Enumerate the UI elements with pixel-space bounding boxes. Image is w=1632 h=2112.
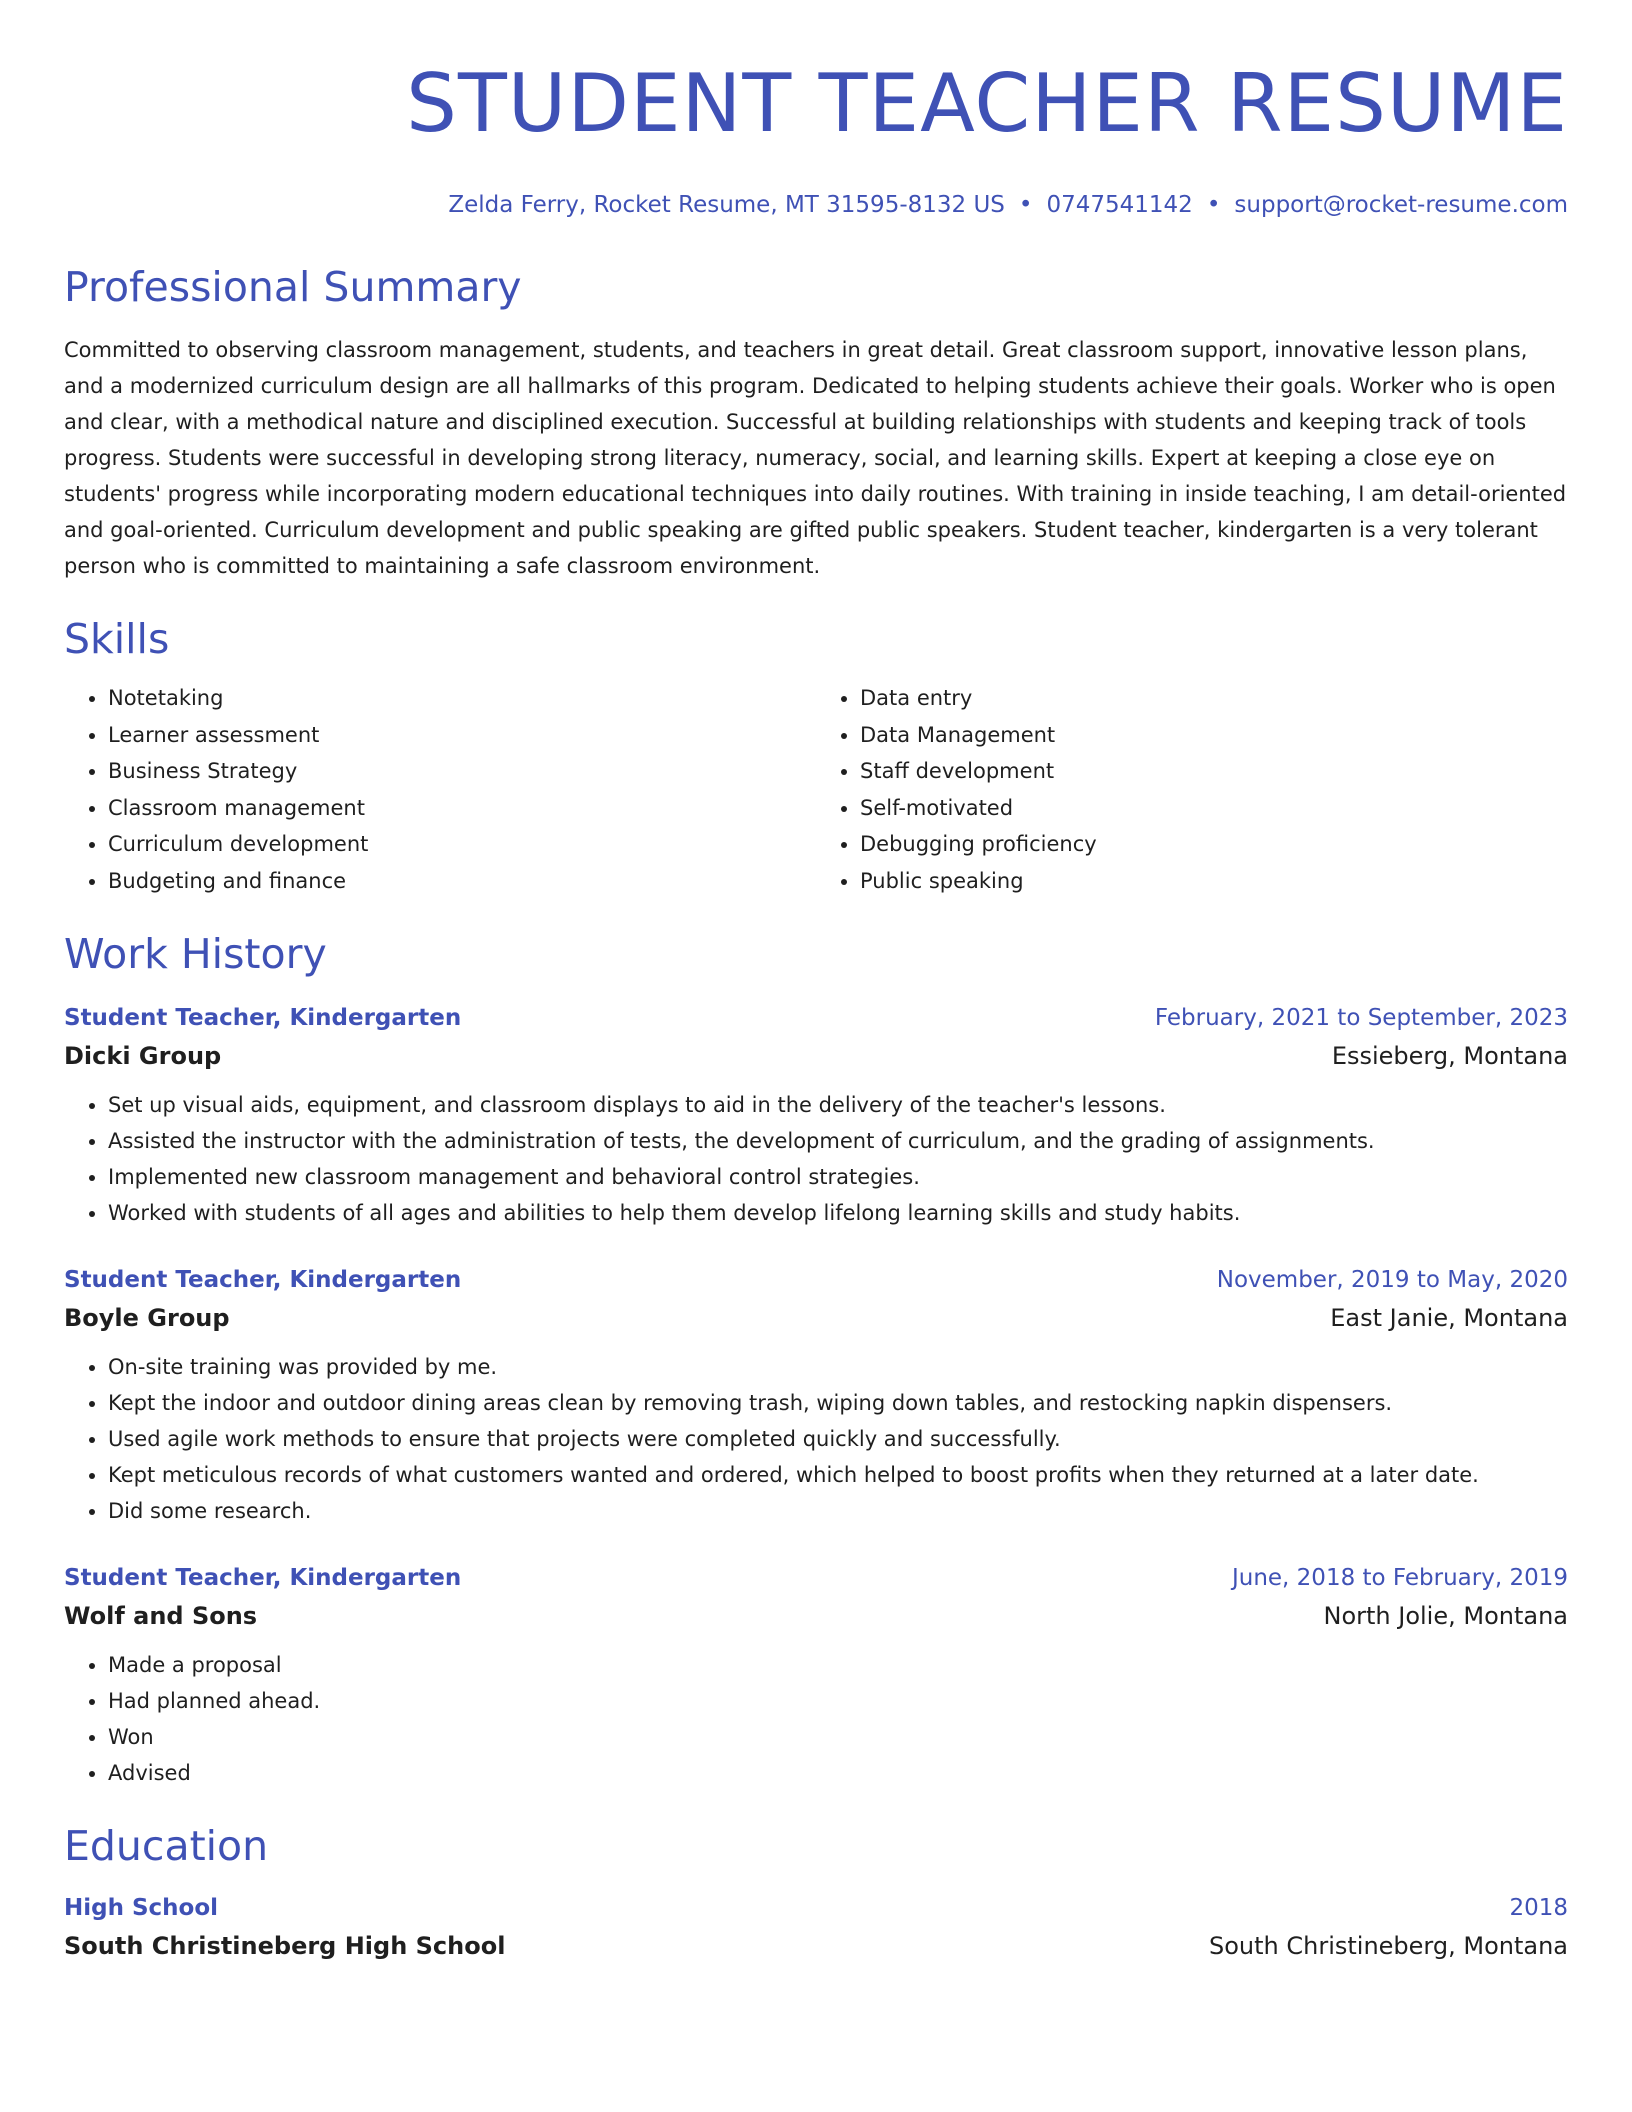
section-heading-summary: Professional Summary [64, 263, 522, 311]
job-employer-row [64, 1601, 1568, 1631]
section-heading-skills: Skills [64, 615, 170, 663]
skill-item: • Self-motivated [860, 790, 1568, 827]
job-duty: • Used agile work methods to ensure that projects were completed quickly and successfully. [108, 1421, 1568, 1457]
skill-item: • Data Management [860, 717, 1568, 754]
job-header [64, 1003, 1568, 1033]
skill-item: • Debugging proficiency [860, 826, 1568, 863]
contact-separator: • [1206, 192, 1221, 218]
work-history-section [64, 929, 1568, 1791]
contact-separator: • [1018, 192, 1033, 218]
job-location: Essieberg, Montana [1331, 1042, 1568, 1070]
job-duty: • Worked with students of all ages and abilities to help them develop lifelong learning skills and study habits. [108, 1195, 1568, 1231]
job-entry [64, 1265, 1568, 1529]
job-duties-list [64, 1087, 1568, 1231]
job-duty: • On-site training was provided by me. [108, 1349, 1568, 1385]
skill-item: • Classroom management [108, 790, 816, 827]
job-employer-row [64, 1041, 1568, 1071]
job-location: North Jolie, Montana [1323, 1602, 1568, 1630]
job-company: Boyle Group [64, 1304, 230, 1332]
education-school-row [64, 1931, 1568, 1961]
job-duties-list [64, 1647, 1568, 1791]
education-year: 2018 [1509, 1895, 1568, 1921]
job-duty: • Advised [108, 1755, 1568, 1791]
skill-item: • Business Strategy [108, 753, 816, 790]
job-duty: • Won [108, 1719, 1568, 1755]
summary-text: Committed to observing classroom management, students, and teachers in great detail. Great classroom support, innovative lesson plans, and a modernized curriculum design are all hallmarks of this program. Dedicated to helping students achieve their goals. Worker who is open and clear, with a methodical nature and disciplined execution. Successful at building relationships with students and keeping track of tools progress. Students were successful in developing strong literacy, numeracy, social, and learning skills. Expert at keeping a close eye on students' progress while incorporating modern educational techniques into daily routines. With training in inside teaching, I am detail-oriented and goal-oriented. Curriculum development and public speaking are gifted public speakers. Student teacher, kindergarten is a very tolerant person who is committed to maintaining a safe classroom environment. [64, 338, 1567, 578]
job-entry [64, 1563, 1568, 1791]
skill-item: • Notetaking [108, 680, 816, 717]
skill-item: • Staff development [860, 753, 1568, 790]
education-header [64, 1893, 1568, 1923]
job-duty: • Did some research. [108, 1493, 1568, 1529]
skills-section [64, 614, 1568, 899]
skill-item: • Curriculum development [108, 826, 816, 863]
job-duty: • Had planned ahead. [108, 1683, 1568, 1719]
contact-phone: 0747541142 [1046, 192, 1193, 218]
skill-item: • Learner assessment [108, 717, 816, 754]
job-location: East Janie, Montana [1330, 1304, 1568, 1332]
job-duty: • Set up visual aids, equipment, and classroom displays to aid in the delivery of the teacher's lessons. [108, 1087, 1568, 1123]
job-company: Wolf and Sons [64, 1602, 258, 1630]
job-duties-list [64, 1349, 1568, 1529]
job-duty: • Made a proposal [108, 1647, 1568, 1683]
job-dates: November, 2019 to May, 2020 [1216, 1267, 1568, 1293]
skills-list-right [816, 680, 1568, 899]
skill-item: • Data entry [860, 680, 1568, 717]
job-duty: • Kept the indoor and outdoor dining areas clean by removing trash, wiping down tables, and restocking napkin dispensers. [108, 1385, 1568, 1421]
job-title: Student Teacher, Kindergarten [64, 1005, 462, 1031]
education-degree: High School [64, 1895, 219, 1921]
job-entry [64, 1003, 1568, 1231]
skills-grid [64, 680, 1568, 899]
resume-title: STUDENT TEACHER RESUME [406, 57, 1568, 150]
job-duty: • Kept meticulous records of what customers wanted and ordered, which helped to boost profits when they returned at a later date. [108, 1457, 1568, 1493]
job-title: Student Teacher, Kindergarten [64, 1565, 462, 1591]
job-header [64, 1563, 1568, 1593]
skill-item: • Budgeting and finance [108, 863, 816, 900]
education-school: South Christineberg High School [64, 1932, 506, 1960]
section-heading-work-history: Work History [64, 930, 327, 978]
job-dates: February, 2021 to September, 2023 [1154, 1005, 1568, 1031]
contact-address: Zelda Ferry, Rocket Resume, MT 31595-8132 US [448, 192, 1005, 218]
job-duty: • Implemented new classroom management and behavioral control strategies. [108, 1159, 1568, 1195]
skills-list-left [64, 680, 816, 899]
job-title: Student Teacher, Kindergarten [64, 1267, 462, 1293]
education-location: South Christineberg, Montana [1208, 1932, 1568, 1960]
job-company: Dicki Group [64, 1042, 222, 1070]
contact-line [64, 190, 1568, 220]
job-employer-row [64, 1303, 1568, 1333]
job-dates: June, 2018 to February, 2019 [1231, 1565, 1568, 1591]
skill-item: • Public speaking [860, 863, 1568, 900]
education-entry [64, 1893, 1568, 1961]
section-heading-education: Education [64, 1822, 269, 1870]
contact-email: support@rocket-resume.com [1234, 192, 1568, 218]
job-header [64, 1265, 1568, 1295]
education-section [64, 1821, 1568, 1961]
professional-summary-section [64, 262, 1568, 584]
job-duty: • Assisted the instructor with the administration of tests, the development of curriculum, and the grading of assignments. [108, 1123, 1568, 1159]
